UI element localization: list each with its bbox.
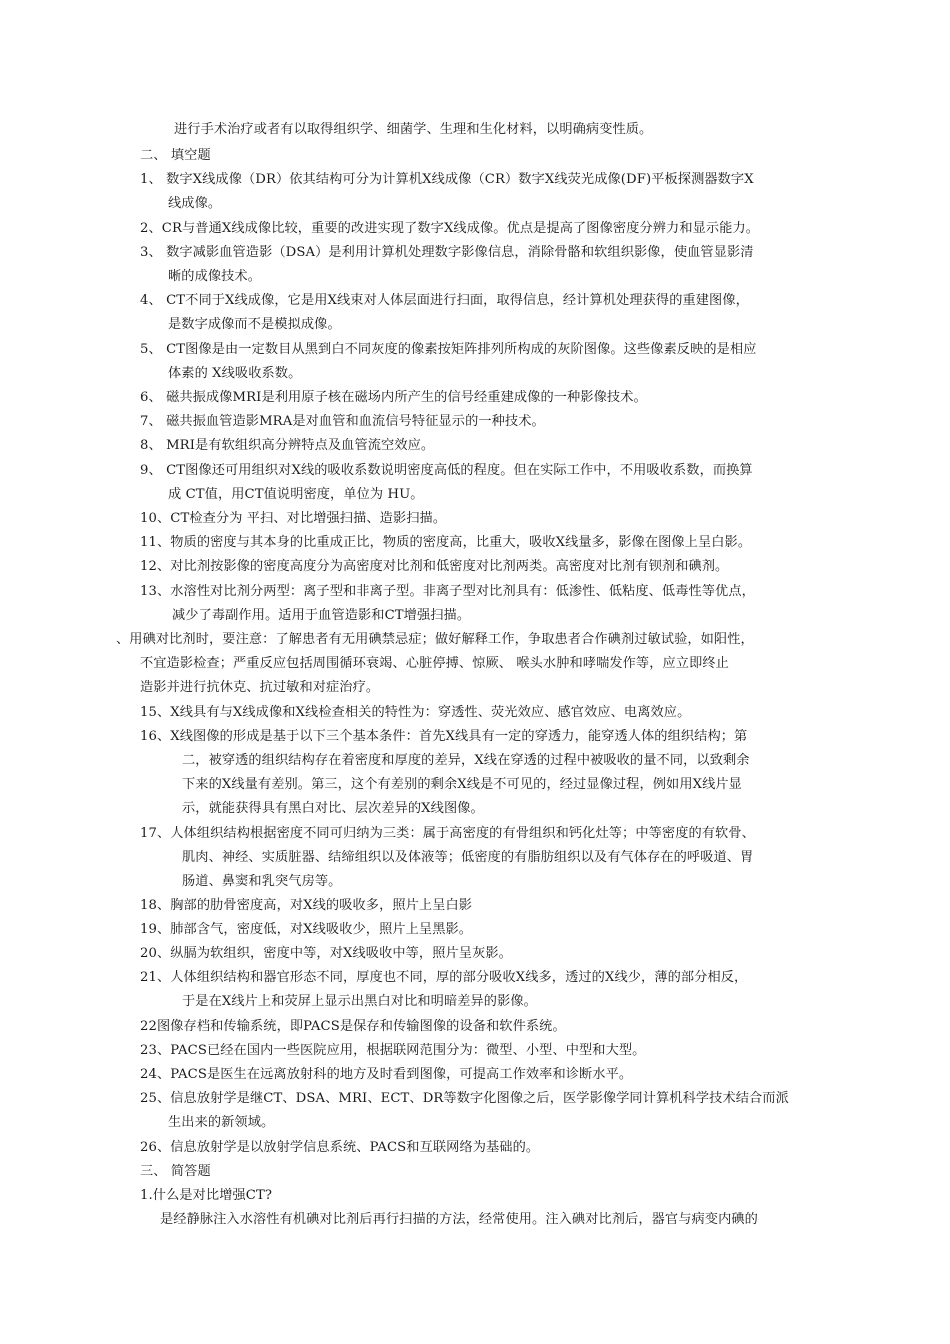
text-line: 成 CT值，用CT值说明密度，单位为 HU。	[168, 487, 424, 502]
text-line: 26、信息放射学是以放射学信息系统、PACS和互联网络为基础的。	[140, 1140, 540, 1155]
text-line: 是数字成像而不是模拟成像。	[168, 317, 341, 332]
text-line: 19、肺部含气，密度低，对X线吸收少，照片上呈黑影。	[140, 922, 473, 937]
text-line: 4、 CT不同于X线成像，它是用X线束对人体层面进行扫面，取得信息，经计算机处理获得的重建图像，	[140, 293, 749, 308]
text-line: 6、 磁共振成像MRI是利用原子核在磁场内所产生的信号经重建成像的一种影像技术。	[140, 390, 647, 405]
text-line: 3、 数字减影血管造影（DSA）是利用计算机处理数字影像信息，消除骨骼和软组织影像，使血管显影清	[140, 245, 754, 260]
text-line: 二，被穿透的组织结构存在着密度和厚度的差异，X线在穿透的过程中被吸收的量不同，以致剩余	[182, 753, 750, 768]
text-line: 15、X线具有与X线成像和X线检查相关的特性为：穿透性、荧光效应、感官效应、电离效应。	[140, 705, 691, 720]
question-heading: 1.什么是对比增强CT?	[140, 1188, 273, 1203]
section-heading: 二、 填空题	[140, 148, 211, 163]
text-line: 肌肉、神经、实质脏器、结缔组织以及体液等；低密度的有脂肪组织以及有气体存在的呼吸道、胃	[182, 850, 754, 865]
text-line: 16、X线图像的形成是基于以下三个基本条件：首先X线具有一定的穿透力，能穿透人体的组织结构；第	[140, 729, 748, 744]
text-line: 体素的 X线吸收系数。	[168, 366, 302, 381]
text-line: 减少了毒副作用。适用于血管造影和CT增强扫描。	[172, 608, 471, 623]
text-line: 示，就能获得具有黑白对比、层次差异的X线图像。	[182, 801, 484, 816]
text-line: 24、PACS是医生在远离放射科的地方及时看到图像，可提高工作效率和诊断水平。	[140, 1067, 633, 1082]
text-line: 线成像。	[168, 196, 222, 211]
text-line: 22图像存档和传输系统，即PACS是保存和传输图像的设备和软件系统。	[140, 1019, 566, 1034]
text-line: 18、胸部的肋骨密度高，对X线的吸收多，照片上呈白影	[140, 898, 473, 913]
text-line: 11、物质的密度与其本身的比重成正比，物质的密度高，比重大，吸收X线量多，影像在图像上呈白影。	[140, 535, 752, 550]
text-line: 5、 CT图像是由一定数目从黑到白不同灰度的像素按矩阵排列所构成的灰阶图像。这些像素反映的是相应	[140, 342, 757, 357]
text-line: 10、CT检查分为 平扫、对比增强扫描、造影扫描。	[140, 511, 447, 526]
text-line: 17、人体组织结构根据密度不同可归纳为三类：属于高密度的有骨组织和钙化灶等；中等密度的有软骨、	[140, 826, 755, 841]
text-line: 晰的成像技术。	[168, 269, 262, 284]
text-line: 13、水溶性对比剂分两型：离子型和非离子型。非离子型对比剂具有：低渗性、低粘度、低毒性等优点，	[140, 584, 755, 599]
text-line: 12、对比剂按影像的密度高度分为高密度对比剂和低密度对比剂两类。高密度对比剂有钡剂和碘剂。	[140, 559, 729, 574]
text-line: 8、 MRI是有软组织高分辨特点及血管流空效应。	[140, 438, 435, 453]
text-line: 7、 磁共振血管造影MRA是对血管和血流信号特征显示的一种技术。	[140, 414, 545, 429]
text-line: 不宜造影检查；严重反应包括周围循环衰竭、心脏停搏、惊厥、 喉头水肿和哮喘发作等，应立即终止	[140, 656, 729, 671]
text-line: 23、PACS已经在国内一些医院应用，根据联网范围分为：微型、小型、中型和大型。	[140, 1043, 646, 1058]
text-line: 9、 CT图像还可用组织对X线的吸收系数说明密度高低的程度。但在实际工作中，不用吸收系数，而换算	[140, 463, 753, 478]
text-line: 进行手术治疗或者有以取得组织学、细菌学、生理和生化材料，以明确病变性质。	[174, 122, 653, 137]
text-line: 2、CR与普通X线成像比较，重要的改进实现了数字X线成像。优点是提高了图像密度分辨力和显示能力。	[140, 221, 760, 236]
section-heading: 三、 简答题	[140, 1164, 211, 1179]
text-line: 是经静脉注入水溶性有机碘对比剂后再行扫描的方法，经常使用。注入碘对比剂后，器官与病变内碘的	[160, 1212, 758, 1227]
text-line: 生出来的新领域。	[168, 1115, 275, 1130]
text-line: 肠道、鼻窦和乳突气房等。	[182, 874, 342, 889]
text-line: 、用碘对比剂时，要注意：了解患者有无用碘禁忌症；做好解释工作，争取患者合作碘剂过敏试验，如阳性，	[116, 632, 754, 647]
text-line: 于是在X线片上和荧屏上显示出黑白对比和明暗差异的影像。	[182, 994, 537, 1009]
text-line: 20、纵膈为软组织，密度中等，对X线吸收中等，照片呈灰影。	[140, 946, 512, 961]
text-line: 21、人体组织结构和器官形态不同，厚度也不同，厚的部分吸收X线多，透过的X线少，薄的部分相反，	[140, 970, 748, 985]
text-line: 造影并进行抗休克、抗过敏和对症治疗。	[140, 680, 380, 695]
text-line: 25、信息放射学是继CT、DSA、MRI、ECT、DR等数字化图像之后，医学影像学同计算机科学技术结合而派	[140, 1091, 789, 1106]
text-line: 下来的X线量有差别。第三，这个有差别的剩余X线是不可见的，经过显像过程，例如用X线片显	[182, 777, 742, 792]
text-line: 1、 数字X线成像（DR）依其结构可分为计算机X线成像（CR）数字X线荧光成像(DF)平板探测器数字X	[140, 172, 754, 187]
